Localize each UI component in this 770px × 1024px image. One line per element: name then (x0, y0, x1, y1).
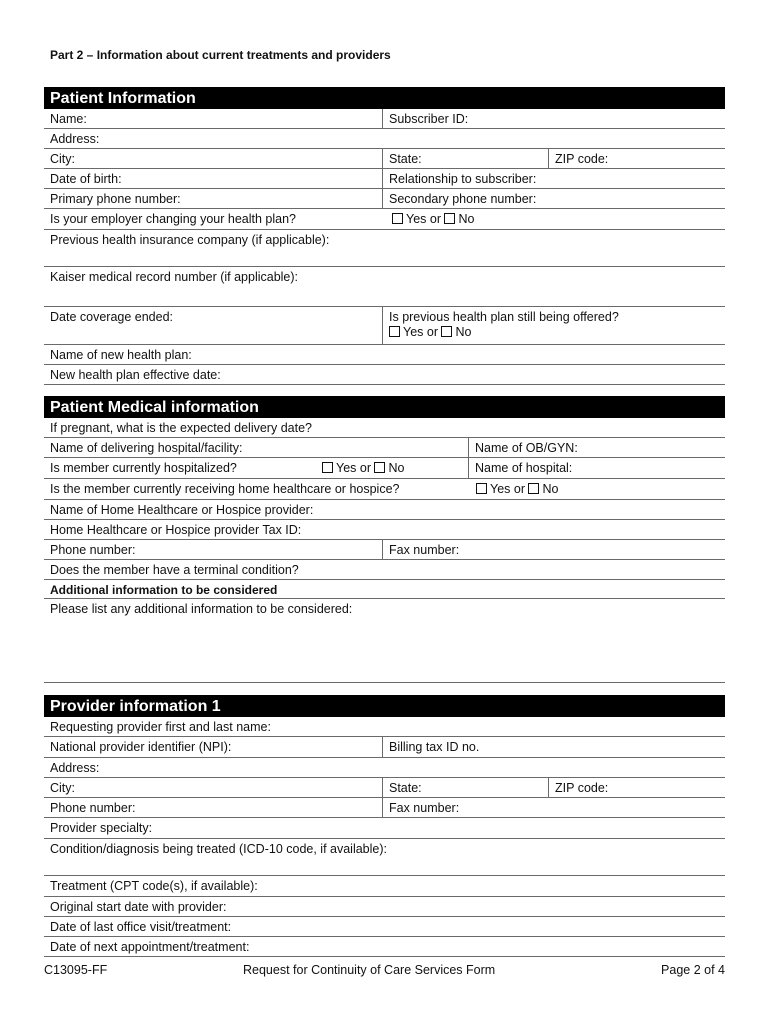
kaiser-mrn-label: Kaiser medical record number (if applicable): (50, 270, 299, 284)
no-label: No (542, 482, 559, 496)
row-home-health (44, 479, 725, 500)
home-health-yes-checkbox[interactable] (476, 483, 487, 494)
footer-page-number: Page 2 of 4 (661, 963, 725, 977)
row-new-plan-date (44, 365, 725, 385)
additional-info-label: Please list any additional information to be considered: (50, 602, 353, 616)
condition-label: Condition/diagnosis being treated (ICD-10 code, if available): (50, 842, 387, 856)
row-dob (44, 169, 725, 189)
provider-zip-label: ZIP code: (555, 781, 609, 795)
provider-state-field[interactable] (382, 778, 548, 797)
subscriber-id-field[interactable] (382, 109, 725, 128)
provider-zip-field[interactable] (548, 778, 725, 797)
footer-form-title: Request for Continuity of Care Services Form (243, 963, 496, 977)
patient-information-heading: Patient Information (44, 87, 725, 109)
terminal-label: Does the member have a terminal condition? (50, 563, 299, 577)
row-requesting (44, 717, 725, 737)
delivering-hospital-label: Name of delivering hospital/facility: (50, 441, 243, 455)
prev-insurance-label: Previous health insurance company (if applicable): (50, 233, 330, 247)
row-prev-insurance (44, 230, 725, 267)
prev-plan-offered (382, 307, 725, 344)
obgyn-field[interactable] (468, 438, 725, 457)
date-coverage-ended-field[interactable] (44, 307, 382, 344)
provider-city-field[interactable] (44, 778, 382, 797)
provider-fax-label: Fax number: (389, 801, 460, 815)
provider-state-label: State: (389, 781, 422, 795)
home-tax-id-label: Home Healthcare or Hospice provider Tax ID: (50, 523, 302, 537)
delivering-hospital-field[interactable] (44, 438, 468, 457)
requesting-provider-label: Requesting provider first and last name: (50, 720, 271, 734)
prev-plan-choice (389, 325, 725, 339)
zip-label: ZIP code: (555, 152, 609, 166)
provider-fax-field[interactable] (382, 798, 725, 817)
row-hospitalized (44, 458, 725, 479)
no-label: No (455, 325, 472, 339)
kaiser-mrn-field[interactable] (44, 267, 725, 306)
row-coverage (44, 307, 725, 345)
row-new-plan (44, 345, 725, 365)
row-start-date (44, 897, 725, 917)
row-terminal (44, 560, 725, 580)
row-treatment (44, 876, 725, 897)
yes-label: Yes or (403, 325, 438, 339)
row-next-appt (44, 937, 725, 957)
hospital-name-field[interactable] (468, 458, 725, 478)
yes-label: Yes or (490, 482, 525, 496)
home-tax-id-field[interactable] (44, 520, 725, 539)
last-visit-label: Date of last office visit/treatment: (50, 920, 232, 934)
prev-plan-yes-checkbox[interactable] (389, 326, 400, 337)
additional-info-field[interactable] (44, 599, 725, 682)
last-visit-field[interactable] (44, 917, 725, 936)
billing-tax-field[interactable] (382, 737, 725, 757)
specialty-label: Provider specialty: (50, 821, 153, 835)
dob-label: Date of birth: (50, 172, 122, 186)
row-provider-phone (44, 798, 725, 818)
treatment-field[interactable] (44, 876, 725, 896)
home-health-no-checkbox[interactable] (528, 483, 539, 494)
home-health-question: Is the member currently receiving home healthcare or hospice? (50, 482, 400, 496)
address-label: Address: (50, 132, 100, 146)
new-plan-date-field[interactable] (44, 365, 725, 384)
relationship-field[interactable] (382, 169, 725, 188)
provider-address-label: Address: (50, 761, 100, 775)
medical-information-heading: Patient Medical information (44, 396, 725, 418)
no-label: No (458, 212, 475, 226)
city-field[interactable] (44, 149, 382, 168)
new-plan-name-field[interactable] (44, 345, 725, 364)
subscriber-id-label: Subscriber ID: (389, 112, 469, 126)
employer-choice (386, 209, 725, 229)
employer-no-checkbox[interactable] (444, 213, 455, 224)
medical-information-section (44, 396, 725, 683)
row-provider-address (44, 758, 725, 778)
footer-form-code: C13095-FF (44, 963, 108, 977)
address-field[interactable] (44, 129, 725, 148)
row-kaiser (44, 267, 725, 307)
secondary-phone-field[interactable] (382, 189, 725, 208)
provider-information-heading: Provider information 1 (44, 695, 725, 717)
new-plan-name-label: Name of new health plan: (50, 348, 192, 362)
prev-plan-offered-label: Is previous health plan still being offered? (389, 310, 619, 324)
employer-question: Is your employer changing your health plan? (50, 212, 296, 226)
row-name (44, 109, 725, 129)
medical-phone-field[interactable] (44, 540, 382, 559)
hospitalized-yes-checkbox[interactable] (322, 462, 333, 473)
row-pregnant (44, 418, 725, 438)
treatment-label: Treatment (CPT code(s), if available): (50, 879, 258, 893)
row-phones (44, 189, 725, 209)
row-additional-list (44, 599, 725, 683)
terminal-field[interactable] (44, 560, 725, 579)
next-appt-field[interactable] (44, 937, 725, 956)
patient-information-section (44, 87, 725, 385)
start-date-label: Original start date with provider: (50, 900, 227, 914)
row-home-tax (44, 520, 725, 540)
hospital-name-label: Name of hospital: (475, 461, 573, 475)
medical-fax-label: Fax number: (389, 543, 460, 557)
provider-city-label: City: (50, 781, 75, 795)
date-coverage-ended-label: Date coverage ended: (50, 310, 174, 324)
new-plan-date-label: New health plan effective date: (50, 368, 221, 382)
hospitalized-no-checkbox[interactable] (374, 462, 385, 473)
row-delivering (44, 438, 725, 458)
provider-information-section (44, 695, 725, 957)
row-last-visit (44, 917, 725, 937)
state-field[interactable] (382, 149, 548, 168)
row-specialty (44, 818, 725, 839)
employer-yes-checkbox[interactable] (392, 213, 403, 224)
part-heading: Part 2 – Information about current treatments and providers (50, 48, 391, 62)
condition-field[interactable] (44, 839, 725, 875)
row-npi (44, 737, 725, 758)
start-date-field[interactable] (44, 897, 725, 916)
secondary-phone-label: Secondary phone number: (389, 192, 537, 206)
primary-phone-label: Primary phone number: (50, 192, 181, 206)
primary-phone-field[interactable] (44, 189, 382, 208)
additional-info-heading: Additional information to be considered (50, 583, 278, 597)
row-additional-heading (44, 580, 725, 599)
requesting-provider-field[interactable] (44, 717, 725, 736)
row-address (44, 129, 725, 149)
prev-plan-no-checkbox[interactable] (441, 326, 452, 337)
city-label: City: (50, 152, 75, 166)
hospitalized-choice (316, 458, 468, 478)
prev-insurance-field[interactable] (44, 230, 725, 266)
dob-field[interactable] (44, 169, 382, 188)
provider-address-field[interactable] (44, 758, 725, 777)
pregnant-label: If pregnant, what is the expected delivery date? (50, 421, 312, 435)
row-med-phone (44, 540, 725, 560)
provider-phone-field[interactable] (44, 798, 382, 817)
home-provider-field[interactable] (44, 500, 725, 519)
home-provider-label: Name of Home Healthcare or Hospice provider: (50, 503, 314, 517)
next-appt-label: Date of next appointment/treatment: (50, 940, 250, 954)
name-label: Name: (50, 112, 87, 126)
state-label: State: (389, 152, 422, 166)
row-employer (44, 209, 725, 230)
medical-fax-field[interactable] (382, 540, 725, 559)
no-label: No (388, 461, 405, 475)
yes-label: Yes or (336, 461, 371, 475)
yes-label: Yes or (406, 212, 441, 226)
billing-tax-label: Billing tax ID no. (389, 740, 480, 754)
row-city (44, 149, 725, 169)
relationship-label: Relationship to subscriber: (389, 172, 537, 186)
npi-field[interactable] (44, 737, 382, 757)
medical-phone-label: Phone number: (50, 543, 136, 557)
provider-phone-label: Phone number: (50, 801, 136, 815)
hospitalized-question: Is member currently hospitalized? (50, 461, 237, 475)
row-home-provider (44, 500, 725, 520)
home-health-choice (470, 479, 725, 499)
specialty-field[interactable] (44, 818, 725, 838)
row-provider-city (44, 778, 725, 798)
row-condition (44, 839, 725, 876)
obgyn-label: Name of OB/GYN: (475, 441, 578, 455)
zip-field[interactable] (548, 149, 725, 168)
name-field[interactable] (44, 109, 382, 128)
pregnant-field[interactable] (44, 418, 725, 437)
npi-label: National provider identifier (NPI): (50, 740, 232, 754)
